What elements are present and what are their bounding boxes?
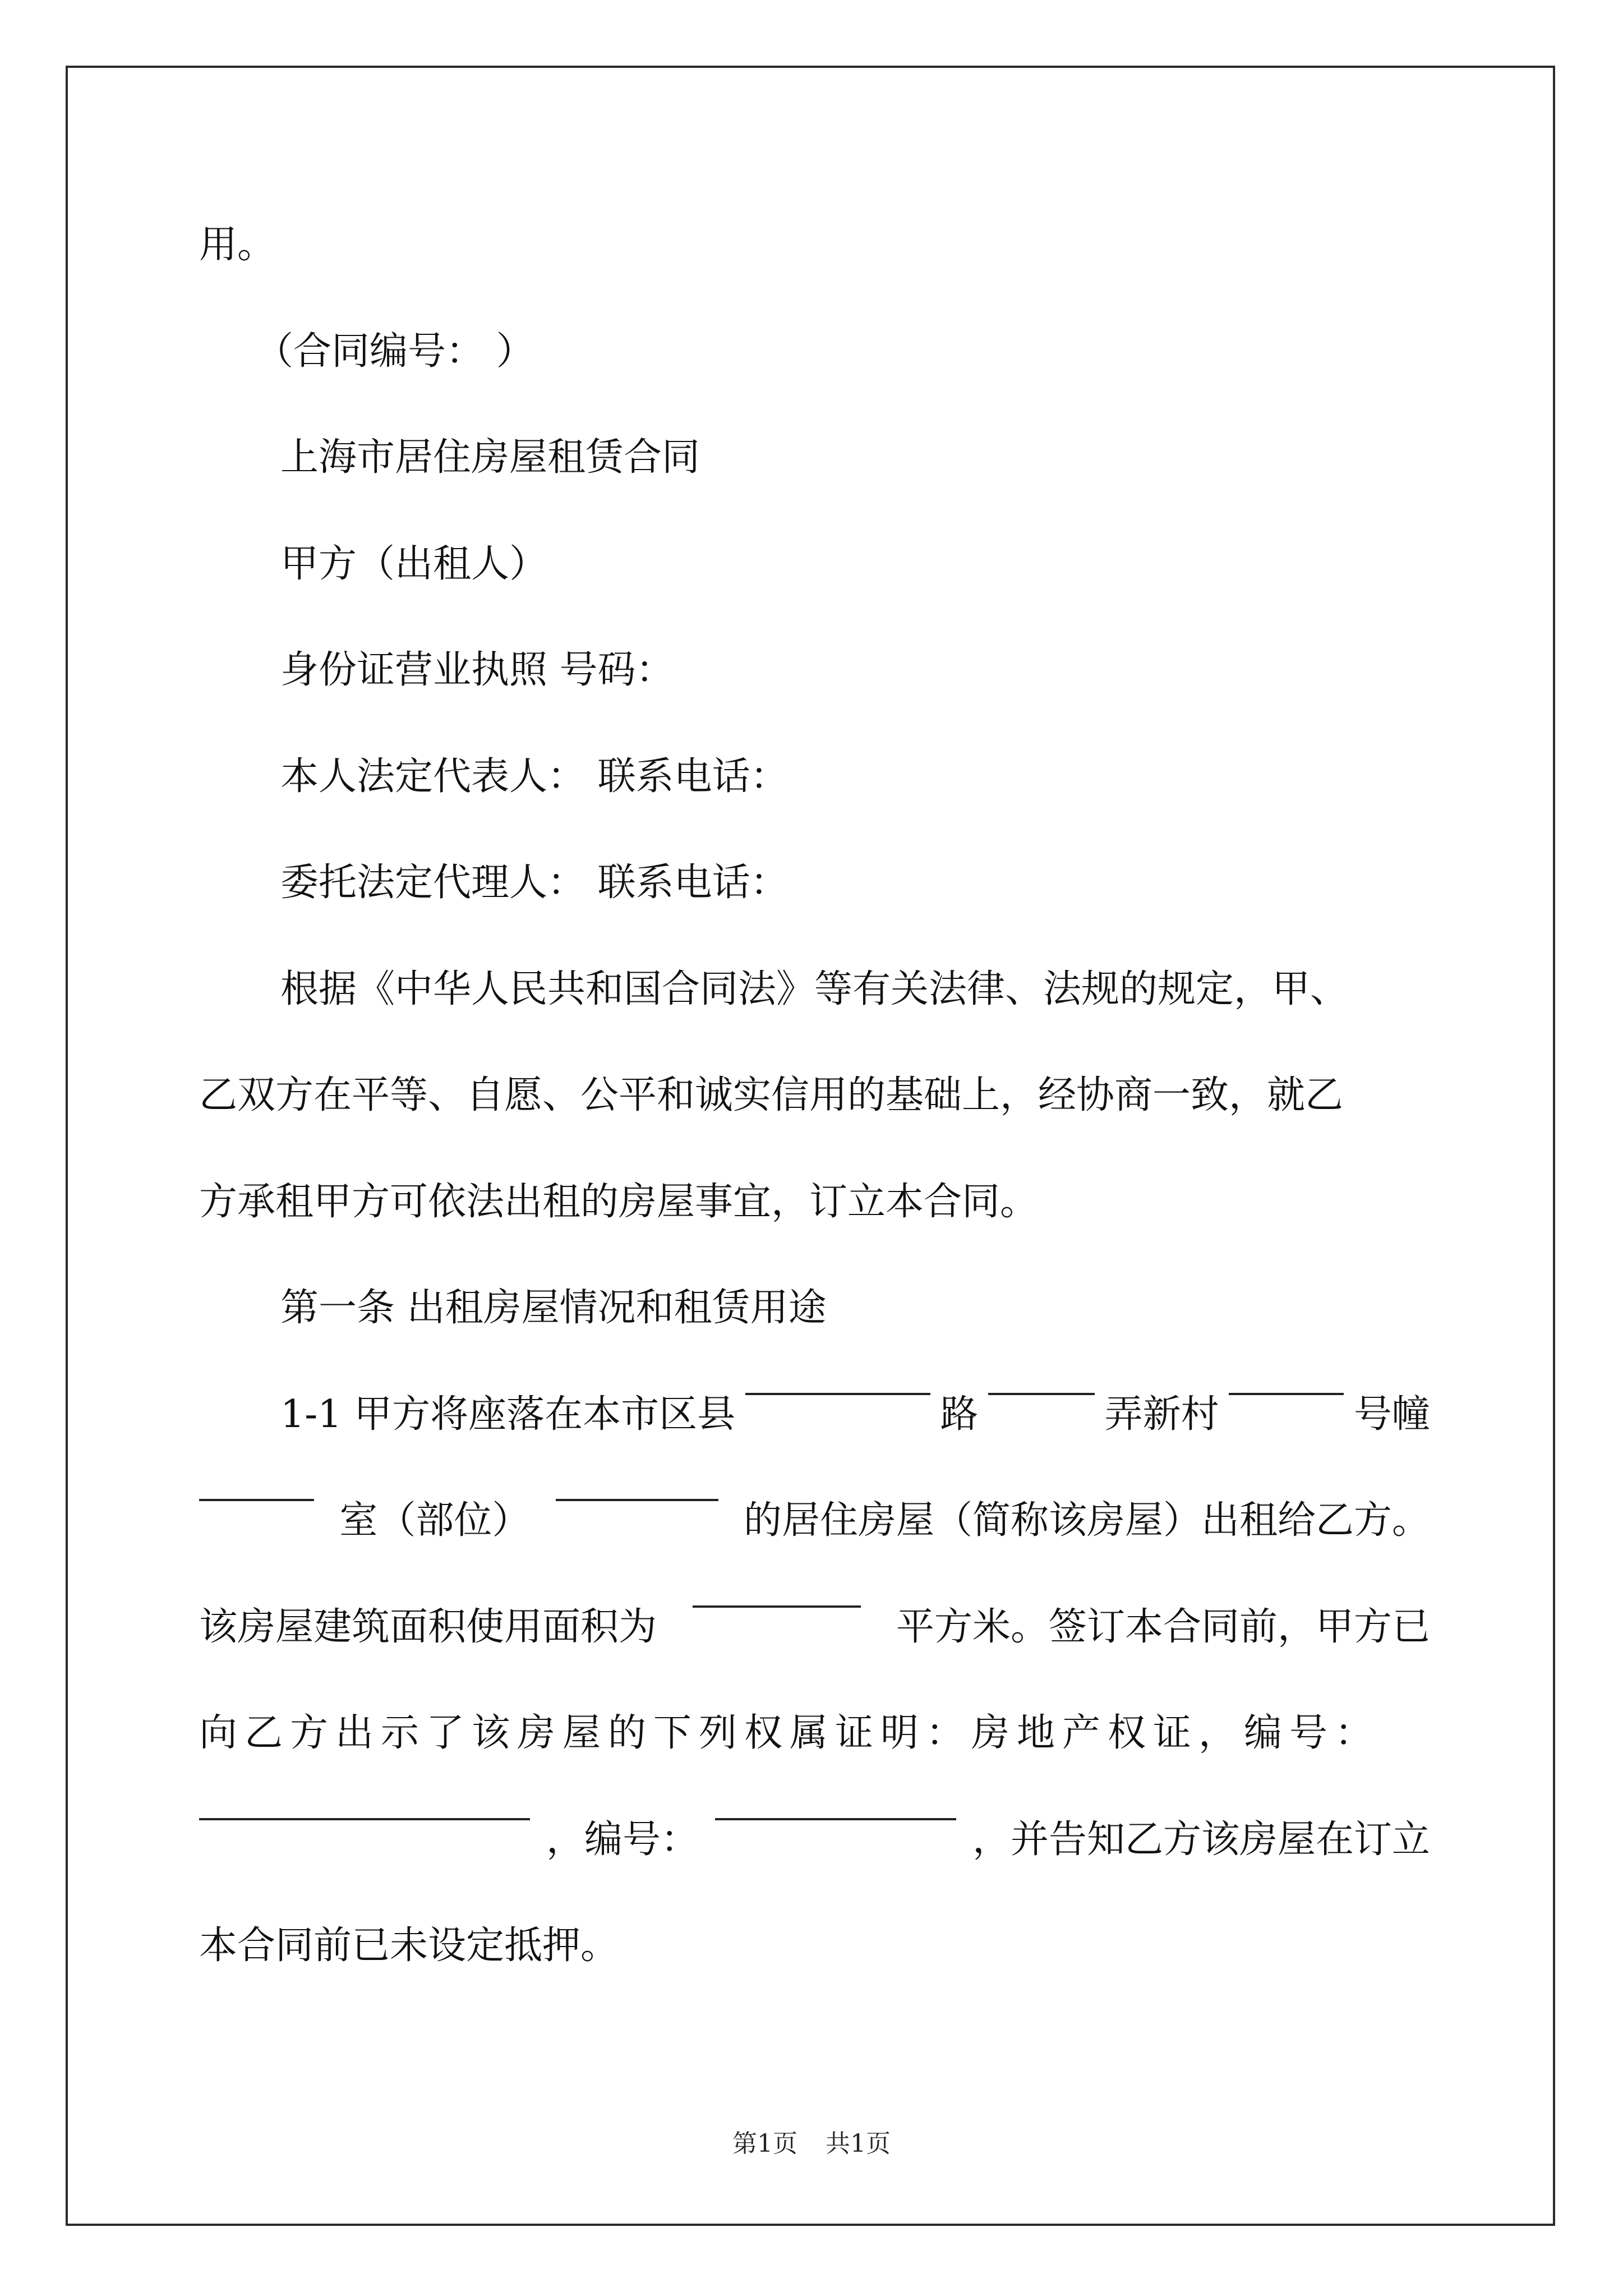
preamble-line-1: 根据《中华人民共和国合同法》等有关法律、法规的规定，甲、 xyxy=(280,967,1349,1011)
clause-1-1-line-3 xyxy=(199,1574,1430,1681)
blank-location xyxy=(556,1467,718,1501)
legal-rep-label: 本人法定代表人： 联系电话： xyxy=(280,754,789,799)
article-1-heading: 第一条 出租房屋情况和租赁用途 xyxy=(280,1286,827,1330)
page-total: 共1页 xyxy=(826,2129,891,2158)
clause-text: 弄新村 xyxy=(1104,1392,1219,1437)
text-line: 用。 xyxy=(199,223,276,267)
clause-1-1-line-6: 本合同前已未设定抵押。 xyxy=(199,1924,619,1968)
clause-text: 平方米。签订本合同前，甲方已 xyxy=(896,1604,1430,1649)
agent-label: 委托法定代理人： 联系电话： xyxy=(280,861,789,905)
clause-text: 路 xyxy=(940,1392,979,1437)
party-a: 甲方（出租人） xyxy=(280,541,548,586)
page-footer xyxy=(0,2123,1623,2159)
clause-text: 1-1 甲方将座落在本市区县 xyxy=(280,1392,736,1437)
preamble-line-3: 方承租甲方可依法出租的房屋事宜，订立本合同。 xyxy=(199,1179,1039,1224)
clause-text: ，编号： xyxy=(546,1817,699,1862)
blank-area xyxy=(693,1574,861,1608)
clause-text: 的居住房屋（简称该房屋）出租给乙方。 xyxy=(743,1498,1430,1543)
id-number-label: 身份证营业执照 号码： xyxy=(280,648,674,692)
preamble-line-2: 乙双方在平等、自愿、公平和诚实信用的基础上，经协商一致，就乙 xyxy=(199,1073,1344,1117)
contract-number: （合同编号： ） xyxy=(255,329,534,374)
blank-lane xyxy=(1229,1361,1344,1395)
blank-district xyxy=(745,1361,930,1395)
contract-title: 上海市居住房屋租赁合同 xyxy=(280,435,700,480)
page-number: 第1页 xyxy=(732,2129,797,2158)
clause-1-1-line-5 xyxy=(199,1787,1430,1893)
blank-second-number xyxy=(715,1787,956,1820)
blank-road xyxy=(988,1361,1095,1395)
blank-room xyxy=(199,1467,314,1501)
document-body xyxy=(199,192,1430,1999)
clause-text: 号幢 xyxy=(1353,1392,1430,1437)
clause-1-1-line-4: 向乙方出示了该房屋的下列权属证明：房地产权证，编号： xyxy=(199,1711,1381,1755)
clause-1-1-line-2 xyxy=(199,1467,1430,1574)
clause-text: ，并告知乙方该房屋在订立 xyxy=(972,1817,1430,1862)
clause-text: 该房屋建筑面积使用面积为 xyxy=(199,1604,657,1649)
clause-1-1-line-1 xyxy=(280,1361,1430,1468)
blank-certificate-number xyxy=(199,1787,530,1820)
clause-text: 室（部位） xyxy=(339,1498,531,1543)
